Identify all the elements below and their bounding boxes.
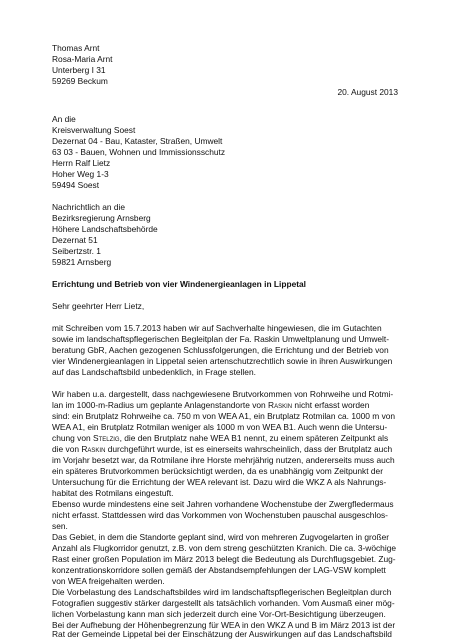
body-line: habitat des Rotmilans eingestuft. — [52, 488, 174, 498]
author-name: Stelzig — [92, 433, 120, 443]
body-line: Rast einer großen Population im März 2013 belegt die Bedeutung als Durchflugsgebiet. Zug- — [52, 554, 396, 564]
body-line: ein späteres Brutvorkommen berücksichtigt werden, da es unabhängig vom Zeitpunkt der — [52, 466, 383, 476]
body-line: lan im 1000-m-Radius um geplante Anlagenstandorte von Raskin nicht erfasst worden — [52, 400, 370, 410]
body-line: Bei der Aufhebung der Höhenbegrenzung für WEA in den WKZ A und B im März 2013 ist der — [52, 620, 396, 630]
body-line: nicht erfasst. Stattdessen wird das Vorkommen von Wochenstuben pauschal ausgeschlos- — [52, 510, 388, 520]
body-line: sowie im landschaftspflegerischen Begleitplan der Fa. Raskin Umweltplanung und Umwelt- — [52, 334, 390, 344]
body-line: mit Schreiben vom 15.7.2013 haben wir auf Sachverhalte hingewiesen, die im Gutachten — [52, 323, 382, 333]
salutation: Sehr geehrter Herr Lietz, — [52, 301, 145, 311]
body-line: lichen Vorbelastung kann man sich jederzeit durch eine Vor-Ort-Besichtigung überzeugen. — [52, 609, 386, 619]
recipient-line: 63 03 - Bauen, Wohnen und Immissionsschutz — [52, 147, 226, 157]
body-line: Ebenso wurde mindestens eine seit Jahren vorhandene Wochenstube der Zwergfledermaus — [52, 499, 394, 509]
body-line: WEA A1, ein Brutplatz Rotmilan weniger als 1000 m von WEA B1. Auch wenn die Untersu- — [52, 422, 388, 432]
author-name: Raskin — [268, 400, 293, 410]
sender-street: Unterberg I 31 — [52, 65, 106, 75]
recipient-line: Dezernat 04 - Bau, Kataster, Straßen, Umwelt — [52, 136, 223, 146]
recipient-line: Hoher Weg 1-3 — [52, 169, 109, 179]
body-line: Rat der Gemeinde Lippetal bei der Einschätzung der Auswirkungen auf das Landschaftsbild — [52, 629, 392, 639]
cc-line: Dezernat 51 — [52, 235, 98, 245]
body-line: beratung GbR, Aachen gezogenen Schlussfolgerungen, die Errichtung und der Betrieb von — [52, 345, 389, 355]
body-line: auf das Landschaftsbild unbedenklich, in Frage stellen. — [52, 367, 256, 377]
body-line: Die Vorbelastung des Landschaftsbildes wird im landschaftspflegerischen Begleitplan durch — [52, 587, 392, 597]
body-line: Das Gebiet, in dem die Standorte geplant sind, wird von mehreren Zugvogelarten in großer — [52, 532, 390, 542]
body-line: sen. — [52, 521, 68, 531]
body-line: im Vorjahr besetzt war, da Rotmilane ihre Horste mehrjährig nutzen, andererseits muss auch — [52, 455, 395, 465]
letter-date: 20. August 2013 — [337, 87, 398, 97]
cc-line: Nachrichtlich an die — [52, 202, 126, 212]
recipient-line: 59494 Soest — [52, 180, 100, 190]
body-line: Wir haben u.a. dargestellt, dass nachgewiesene Brutvorkommen von Rohrweihe und Rotmi- — [52, 389, 394, 399]
sender-city: 59269 Beckum — [52, 76, 108, 86]
body-line: Fotografien suggestiv stärker dargestellt als tatsächlich vorhanden. Vom Ausmaß einer mög- — [52, 598, 395, 608]
body-line: die von Raskin durchgeführt wurde, ist es einerseits wahrscheinlich, dass der Brutplatz auch — [52, 444, 393, 454]
body-line: chung von Stelzig, die den Brutplatz nahe WEA B1 nennt, zu einem späteren Zeitpunkt als — [52, 433, 389, 443]
cc-line: Höhere Landschaftsbehörde — [52, 224, 158, 234]
body-line: von WEA freigehalten werden. — [52, 576, 165, 586]
body-line: Anzahl als Flugkorridor genutzt, z.B. von dem streng geschützten Kranich. Die ca. 3-wöchige — [52, 543, 397, 553]
body-line: konzentrationskorridore sollen gemäß der Abstandsempfehlungen der LAG-VSW komplett — [52, 565, 386, 575]
cc-line: Seibertzstr. 1 — [52, 246, 101, 256]
author-name: Raskin — [81, 444, 106, 454]
body-line: vier Windenergieanlagen in Lippetal seien artenschutzrechtlich sowie in ihren Auswirkungen — [52, 356, 393, 366]
subject-line: Errichtung und Betrieb von vier Windenergieanlagen in Lippetal — [52, 279, 306, 289]
sender-name-2: Rosa-Maria Arnt — [52, 54, 113, 64]
recipient-line: An die — [52, 114, 76, 124]
recipient-line: Kreisverwaltung Soest — [52, 125, 136, 135]
cc-line: Bezirksregierung Arnsberg — [52, 213, 151, 223]
body-line: Untersuchung für die Errichtung der WEA relevant ist. Dazu wird die WKZ A als Nahrungs- — [52, 477, 387, 487]
recipient-line: Herrn Ralf Lietz — [52, 158, 111, 168]
sender-name-1: Thomas Arnt — [52, 43, 100, 53]
body-line: sind: ein Brutplatz Rohrweihe ca. 750 m von WEA A1, ein Brutplatz Rotmilan ca. 1000 m von — [52, 411, 396, 421]
cc-line: 59821 Arnsberg — [52, 257, 112, 267]
